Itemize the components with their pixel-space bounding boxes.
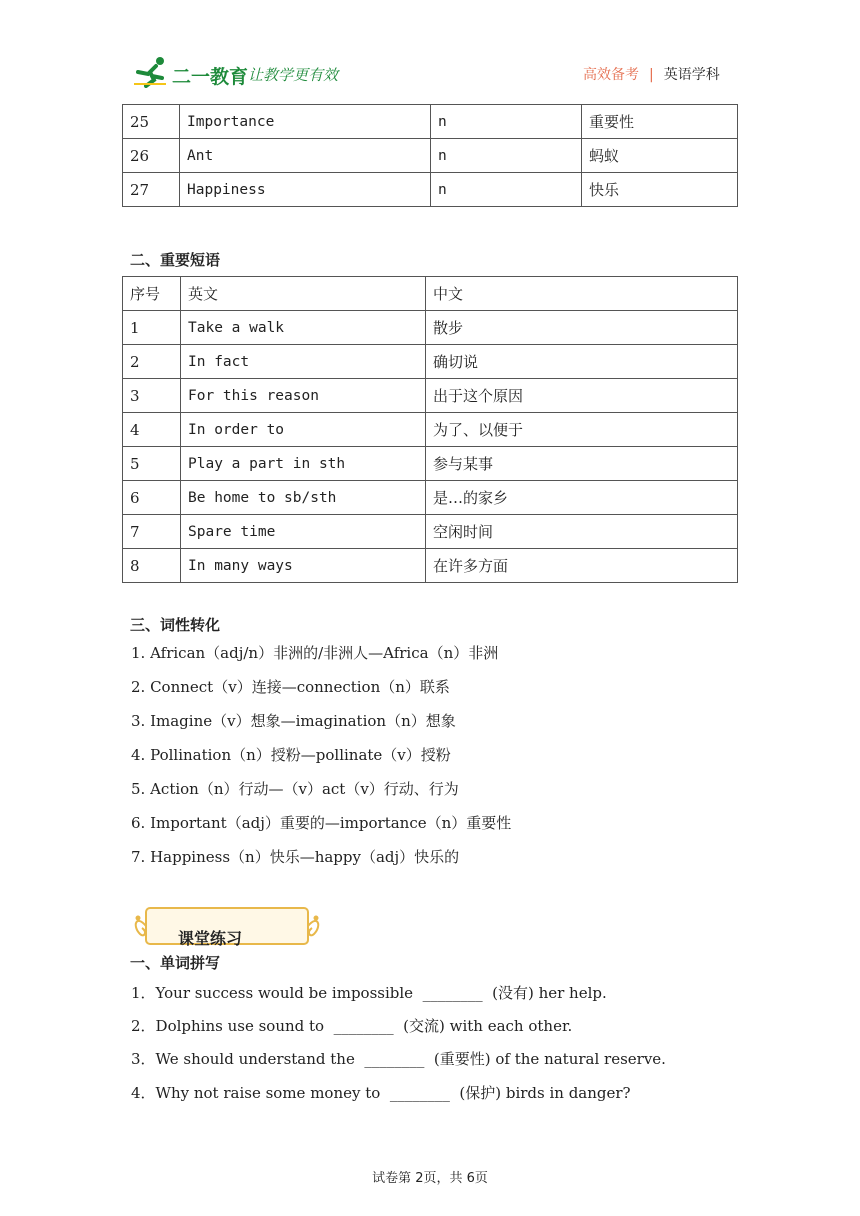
question-item: 1．Your success would be impossible ________ (没有) her help. [131, 984, 607, 1002]
table-cell: 3 [123, 379, 181, 413]
table-header-row [123, 277, 738, 311]
column-header: 中文 [426, 277, 738, 311]
table-row [123, 105, 738, 139]
table-cell: Ant [180, 139, 431, 173]
table-cell: 重要性 [582, 105, 738, 139]
header [0, 0, 860, 100]
table-cell: Be home to sb/sth [181, 481, 426, 515]
phrases-section-title: 二、重要短语 [130, 251, 221, 269]
table-cell: 快乐 [582, 173, 738, 207]
table-row [123, 345, 738, 379]
table-cell: n [431, 139, 582, 173]
table-cell: 蚂蚁 [582, 139, 738, 173]
question-item: 3．We should understand the ________ (重要性) of the natural reserve. [131, 1050, 666, 1068]
table-cell: 散步 [426, 311, 738, 345]
table-cell: 确切说 [426, 345, 738, 379]
table-cell: In fact [181, 345, 426, 379]
table-cell: Take a walk [181, 311, 426, 345]
table-cell: Play a part in sth [181, 447, 426, 481]
table-cell: 2 [123, 345, 181, 379]
table-row [123, 379, 738, 413]
table-cell: 空闲时间 [426, 515, 738, 549]
table-cell: In order to [181, 413, 426, 447]
table-cell: 在许多方面 [426, 549, 738, 583]
phrases-table [122, 276, 738, 583]
table-row [123, 447, 738, 481]
list-item: 3. Imagine（v）想象—imagination（n）想象 [131, 712, 456, 730]
table-row [123, 515, 738, 549]
header-right [583, 64, 720, 84]
practice-banner-label: 课堂练习 [178, 929, 243, 948]
question-item: 2．Dolphins use sound to ________ (交流) with each other. [131, 1017, 573, 1035]
table-cell: 5 [123, 447, 181, 481]
table-cell: 27 [123, 173, 180, 207]
table-cell: Spare time [181, 515, 426, 549]
table-cell: 4 [123, 413, 181, 447]
list-item: 1. African（adj/n）非洲的/非洲人—Africa（n）非洲 [131, 644, 499, 662]
table-cell: 是…的家乡 [426, 481, 738, 515]
practice-section-title: 一、单词拼写 [130, 954, 221, 972]
table-cell: 7 [123, 515, 181, 549]
question-item: 4．Why not raise some money to ________ (保护) birds in danger? [131, 1084, 631, 1102]
wordforms-section-title: 三、词性转化 [130, 616, 221, 634]
table-cell: For this reason [181, 379, 426, 413]
header-tagline: 高效备考 [583, 67, 639, 83]
column-header: 序号 [123, 277, 181, 311]
table-row [123, 413, 738, 447]
list-item: 6. Important（adj）重要的—importance（n）重要性 [131, 814, 512, 832]
table-row [123, 481, 738, 515]
table-cell: n [431, 173, 582, 207]
header-separator: | [649, 67, 654, 83]
vocab-table [122, 104, 738, 207]
list-item: 5. Action（n）行动—（v）act（v）行动、行为 [131, 780, 459, 798]
table-cell: 6 [123, 481, 181, 515]
list-item: 2. Connect（v）连接—connection（n）联系 [131, 678, 450, 696]
table-cell: 出于这个原因 [426, 379, 738, 413]
table-cell: In many ways [181, 549, 426, 583]
logo-text: 二一教育 [172, 66, 249, 88]
header-subject: 英语学科 [663, 67, 720, 83]
table-cell: Importance [180, 105, 431, 139]
list-item: 7. Happiness（n）快乐—happy（adj）快乐的 [131, 848, 460, 866]
table-row [123, 549, 738, 583]
slogan: 让教学更有效 [248, 66, 339, 84]
page-footer: 试卷第 2页，共 6页 [372, 1171, 488, 1186]
table-row [123, 173, 738, 207]
table-row [123, 311, 738, 345]
table-row [123, 139, 738, 173]
table-cell: 26 [123, 139, 180, 173]
table-cell: 为了、以便于 [426, 413, 738, 447]
table-cell: 25 [123, 105, 180, 139]
table-cell: 1 [123, 311, 181, 345]
table-cell: n [431, 105, 582, 139]
list-item: 4. Pollination（n）授粉—pollinate（v）授粉 [131, 746, 451, 764]
table-cell: Happiness [180, 173, 431, 207]
table-cell: 8 [123, 549, 181, 583]
column-header: 英文 [181, 277, 426, 311]
table-cell: 参与某事 [426, 447, 738, 481]
runner-logo-icon [132, 56, 172, 88]
